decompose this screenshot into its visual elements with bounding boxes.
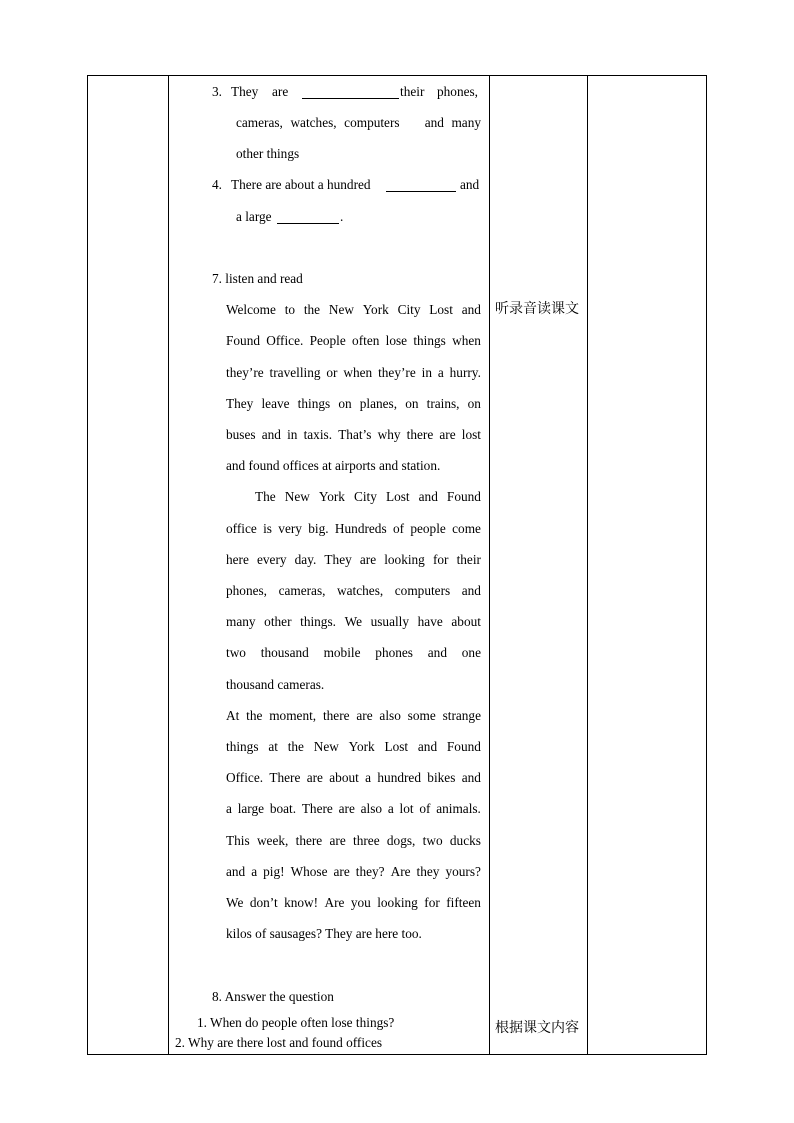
passage-line bbox=[226, 521, 481, 537]
word: thousand bbox=[260, 645, 309, 660]
word: why bbox=[377, 427, 401, 442]
word: There bbox=[301, 801, 333, 816]
word: large bbox=[237, 801, 265, 816]
word: lost bbox=[461, 427, 481, 442]
word: a bbox=[251, 864, 258, 879]
exercise-4-text: . bbox=[340, 209, 344, 224]
word: in bbox=[287, 427, 298, 442]
word: looking bbox=[384, 552, 425, 567]
passage-line bbox=[255, 489, 481, 505]
word: York bbox=[348, 739, 375, 754]
word: hundred bbox=[377, 770, 421, 785]
word: and bbox=[424, 115, 444, 130]
word: yours? bbox=[445, 864, 481, 879]
word: are bbox=[439, 427, 456, 442]
passage-line bbox=[226, 864, 481, 880]
word: York bbox=[318, 489, 345, 504]
word: know! bbox=[284, 895, 319, 910]
word: This bbox=[226, 833, 250, 848]
word: bikes bbox=[427, 770, 456, 785]
column-divider bbox=[587, 76, 588, 1054]
word: they? bbox=[355, 864, 385, 879]
exercise-3-number: 3. bbox=[212, 84, 222, 99]
word: about bbox=[451, 614, 481, 629]
passage-line: and found offices at airports and station. bbox=[226, 458, 441, 473]
word: Welcome bbox=[226, 302, 276, 317]
passage-line bbox=[226, 645, 481, 661]
word: and bbox=[427, 645, 447, 660]
word: People bbox=[309, 333, 346, 348]
exercise-4-text: a large bbox=[236, 209, 272, 224]
word: and bbox=[418, 489, 438, 504]
word: New bbox=[313, 739, 339, 754]
word: We bbox=[226, 895, 244, 910]
passage-line bbox=[226, 333, 481, 349]
word: animals. bbox=[436, 801, 481, 816]
word: Found bbox=[446, 489, 481, 504]
word: a bbox=[226, 801, 232, 816]
question-1: 1. When do people often lose things? bbox=[197, 1015, 395, 1030]
word: many bbox=[226, 614, 256, 629]
word: are bbox=[329, 833, 346, 848]
word: are bbox=[338, 801, 355, 816]
word: some bbox=[407, 708, 436, 723]
word: a bbox=[365, 770, 372, 785]
section-8-side-note: 根据课文内容 bbox=[495, 1020, 579, 1036]
word: trains, bbox=[426, 396, 460, 411]
word: Lost bbox=[385, 489, 410, 504]
passage-line: thousand cameras. bbox=[226, 677, 325, 692]
word: a bbox=[387, 801, 394, 816]
word: a bbox=[437, 365, 444, 380]
word: Found bbox=[226, 333, 260, 348]
word: Are bbox=[324, 895, 345, 910]
word: things. bbox=[300, 614, 336, 629]
exercise-4-text: There are about a hundred bbox=[231, 177, 371, 192]
word: here bbox=[226, 552, 249, 567]
word: planes, bbox=[359, 396, 398, 411]
word: pig! bbox=[263, 864, 285, 879]
word: when bbox=[343, 365, 373, 380]
word: leave bbox=[261, 396, 290, 411]
word: looking bbox=[377, 895, 418, 910]
word: don’t bbox=[249, 895, 278, 910]
exercise-3-line bbox=[236, 115, 481, 131]
word: taxis. bbox=[303, 427, 333, 442]
word: there bbox=[295, 833, 323, 848]
word: and bbox=[461, 583, 481, 598]
word: strange bbox=[442, 708, 481, 723]
word: very bbox=[278, 521, 302, 536]
exercise-3-word: are bbox=[272, 84, 289, 99]
passage-line bbox=[226, 302, 481, 318]
word: That’s bbox=[338, 427, 372, 442]
answer-blank[interactable] bbox=[302, 86, 399, 99]
word: they bbox=[416, 864, 440, 879]
word: to bbox=[284, 302, 296, 317]
word: on bbox=[338, 396, 352, 411]
word: are bbox=[359, 552, 377, 567]
word: phones, bbox=[226, 583, 267, 598]
word: the bbox=[246, 708, 263, 723]
passage-line bbox=[226, 365, 481, 381]
word: things bbox=[297, 396, 331, 411]
word: people bbox=[410, 521, 446, 536]
word: every bbox=[257, 552, 287, 567]
word: dogs, bbox=[386, 833, 416, 848]
word: There bbox=[269, 770, 301, 785]
word: or bbox=[326, 365, 338, 380]
word: are bbox=[333, 864, 350, 879]
passage-line bbox=[226, 396, 481, 412]
word: are bbox=[356, 708, 373, 723]
word: computers bbox=[344, 115, 400, 130]
word: fifteen bbox=[446, 895, 481, 910]
word: Office. bbox=[226, 770, 264, 785]
passage-line bbox=[226, 427, 481, 443]
word: They bbox=[226, 396, 254, 411]
section-7-title: 7. listen and read bbox=[212, 271, 303, 286]
answer-blank[interactable] bbox=[277, 211, 339, 224]
word: moment, bbox=[269, 708, 317, 723]
word: are bbox=[306, 770, 323, 785]
word: there bbox=[406, 427, 434, 442]
section-7-side-note: 听录音读课文 bbox=[495, 301, 579, 317]
word: City bbox=[353, 489, 377, 504]
word: travelling bbox=[269, 365, 321, 380]
exercise-3-word: phones, bbox=[437, 84, 478, 99]
word: on bbox=[467, 396, 481, 411]
word: they’re bbox=[378, 365, 416, 380]
word: two bbox=[422, 833, 443, 848]
word: one bbox=[461, 645, 481, 660]
word: New bbox=[328, 302, 354, 317]
word: the bbox=[303, 302, 321, 317]
exercise-3-line: other things bbox=[236, 146, 300, 161]
word: come bbox=[452, 521, 481, 536]
word: Are bbox=[390, 864, 411, 879]
word: at bbox=[268, 739, 278, 754]
passage-line bbox=[226, 583, 481, 599]
word: usually bbox=[370, 614, 410, 629]
word: City bbox=[397, 302, 421, 317]
exercise-4-text: and bbox=[460, 177, 480, 192]
exercise-4-number: 4. bbox=[212, 177, 222, 192]
word: buses bbox=[226, 427, 256, 442]
word: and bbox=[461, 302, 481, 317]
word: three bbox=[353, 833, 380, 848]
word: office bbox=[226, 521, 257, 536]
word: have bbox=[417, 614, 443, 629]
word: Found bbox=[446, 739, 481, 754]
word: boat. bbox=[269, 801, 297, 816]
word: and bbox=[226, 864, 246, 879]
word: things bbox=[413, 333, 446, 348]
word: also bbox=[360, 801, 383, 816]
column-divider bbox=[489, 76, 490, 1054]
word: At bbox=[226, 708, 240, 723]
word: there bbox=[322, 708, 350, 723]
word: cameras, bbox=[236, 115, 283, 130]
passage-line bbox=[226, 614, 481, 630]
word: also bbox=[379, 708, 401, 723]
word: two bbox=[226, 645, 246, 660]
word: lose bbox=[385, 333, 408, 348]
word: lot bbox=[399, 801, 414, 816]
question-2: 2. Why are there lost and found offices bbox=[175, 1035, 383, 1050]
word: other bbox=[264, 614, 292, 629]
word: is bbox=[263, 521, 272, 536]
word: on bbox=[405, 396, 419, 411]
word: the bbox=[287, 739, 304, 754]
word: day. bbox=[294, 552, 317, 567]
word: We bbox=[344, 614, 362, 629]
word: in bbox=[421, 365, 432, 380]
word: big. bbox=[308, 521, 329, 536]
word: their bbox=[456, 552, 481, 567]
word: week, bbox=[256, 833, 289, 848]
word: mobile bbox=[323, 645, 361, 660]
passage-line bbox=[226, 739, 481, 755]
word: when bbox=[452, 333, 481, 348]
word: of bbox=[392, 521, 405, 536]
word: The bbox=[255, 489, 276, 504]
word: they’re bbox=[226, 365, 264, 380]
exercise-3-word: They bbox=[231, 84, 259, 99]
answer-blank[interactable] bbox=[386, 179, 456, 192]
word: computers bbox=[394, 583, 451, 598]
passage-line bbox=[226, 708, 481, 724]
word: for bbox=[432, 552, 449, 567]
word: hurry. bbox=[449, 365, 481, 380]
word: Lost bbox=[429, 302, 453, 317]
word: York bbox=[362, 302, 389, 317]
word: New bbox=[284, 489, 310, 504]
word: and bbox=[417, 739, 438, 754]
column-divider bbox=[168, 76, 169, 1054]
word: things bbox=[226, 739, 259, 754]
word: many bbox=[451, 115, 481, 130]
word: watches, bbox=[290, 115, 337, 130]
word: Office. bbox=[266, 333, 304, 348]
passage-line bbox=[226, 801, 481, 817]
word: Hundreds bbox=[334, 521, 387, 536]
word: phones bbox=[375, 645, 413, 660]
word: ducks bbox=[449, 833, 481, 848]
passage-line bbox=[226, 770, 481, 786]
word: about bbox=[329, 770, 359, 785]
word: cameras, bbox=[278, 583, 326, 598]
word: They bbox=[324, 552, 352, 567]
word: often bbox=[352, 333, 380, 348]
exercise-3-word: their bbox=[400, 84, 425, 99]
word: you bbox=[350, 895, 371, 910]
passage-line bbox=[226, 895, 481, 911]
word: Lost bbox=[384, 739, 409, 754]
word: and bbox=[461, 770, 481, 785]
passage-line bbox=[226, 833, 481, 849]
passage-line bbox=[226, 552, 481, 568]
word: watches, bbox=[337, 583, 384, 598]
word: and bbox=[261, 427, 281, 442]
word: of bbox=[419, 801, 431, 816]
section-8-title: 8. Answer the question bbox=[212, 989, 334, 1004]
word: Whose bbox=[290, 864, 328, 879]
passage-line: kilos of sausages? They are here too. bbox=[226, 926, 422, 941]
word: for bbox=[424, 895, 440, 910]
